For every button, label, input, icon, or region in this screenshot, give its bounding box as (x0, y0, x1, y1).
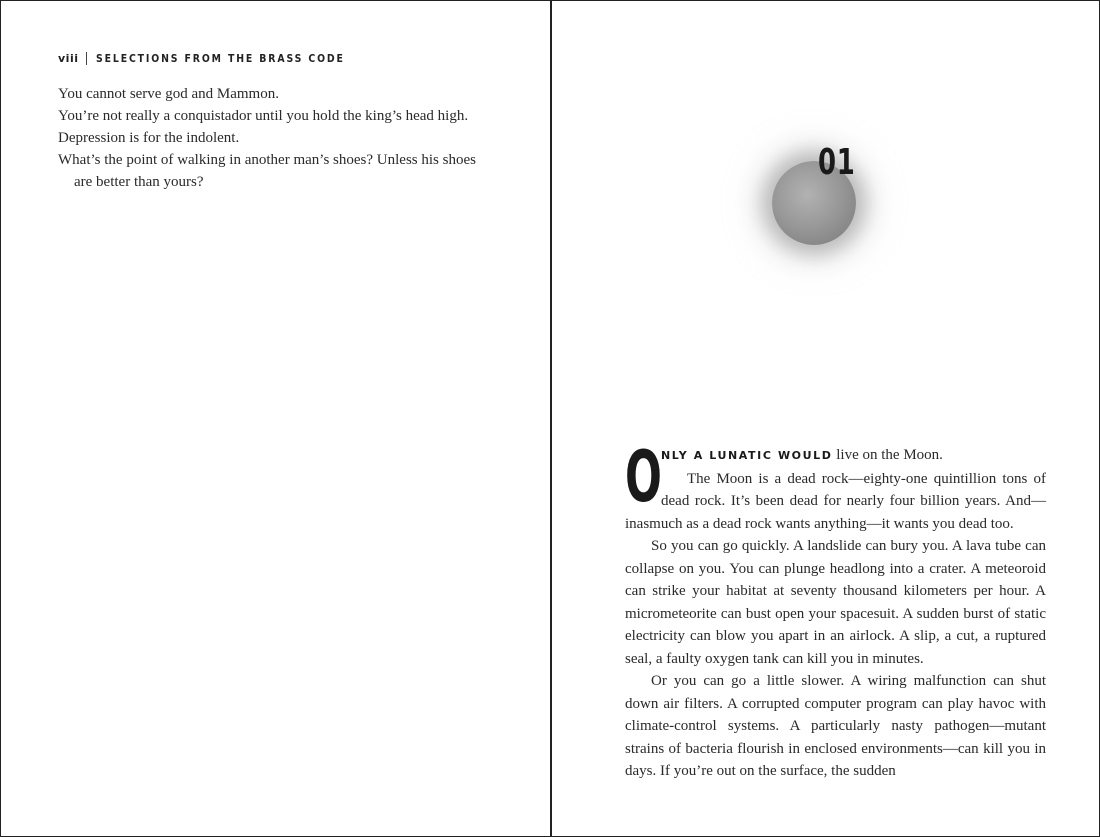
saying: Depression is for the indolent. (58, 130, 240, 146)
body-paragraph: So you can go quickly. A landslide can bury you. A lava tube can collapse on you. You can plunge headlong into a crater. A meteoroid can strike your habitat at seventy thousand kilometers per hour. A micrometeorite can bust open your spacesuit. A sudden burst of static electricity can blow you apart in an airlock. A slip, a cut, a ruptured seal, a faulty oxygen tank can kill you in minutes. (625, 538, 1046, 667)
chapter-body (625, 436, 1046, 783)
sayings-list (58, 83, 476, 193)
chapter-number: 01 (818, 142, 856, 183)
lead-in: NLY A LUNATIC WOULD (661, 449, 833, 462)
opening-rest: live on the Moon. (832, 447, 943, 463)
body-paragraph: Or you can go a little slower. A wiring malfunction can shut down air filters. A corrupted computer program can play havoc with climate-control systems. A particularly nasty pathogen—mutant strains of bacteria flourish in enclosed environments—can kill you in days. If you’re out on the surface, the sudden (625, 673, 1046, 779)
saying: You cannot serve god and Mammon. (58, 86, 279, 102)
running-head-title: SELECTIONS FROM THE BRASS CODE (96, 52, 346, 65)
saying: You’re not really a conquistador until you hold the king’s head high. (58, 108, 469, 124)
drop-cap: O (625, 436, 662, 518)
right-page (552, 1, 1099, 836)
saying: What’s the point of walking in another man’s shoes? Unless his shoes are better than yours? (58, 152, 476, 190)
body-paragraph: The Moon is a dead rock—eighty-one quintillion tons of dead rock. It’s been dead for nearly four billion years. And—inasmuch as a dead rock wants anything—it wants you dead too. (625, 470, 1046, 532)
page-number: viii (58, 52, 79, 65)
left-page (1, 1, 552, 836)
running-head-divider (86, 52, 87, 65)
running-head (58, 52, 389, 65)
